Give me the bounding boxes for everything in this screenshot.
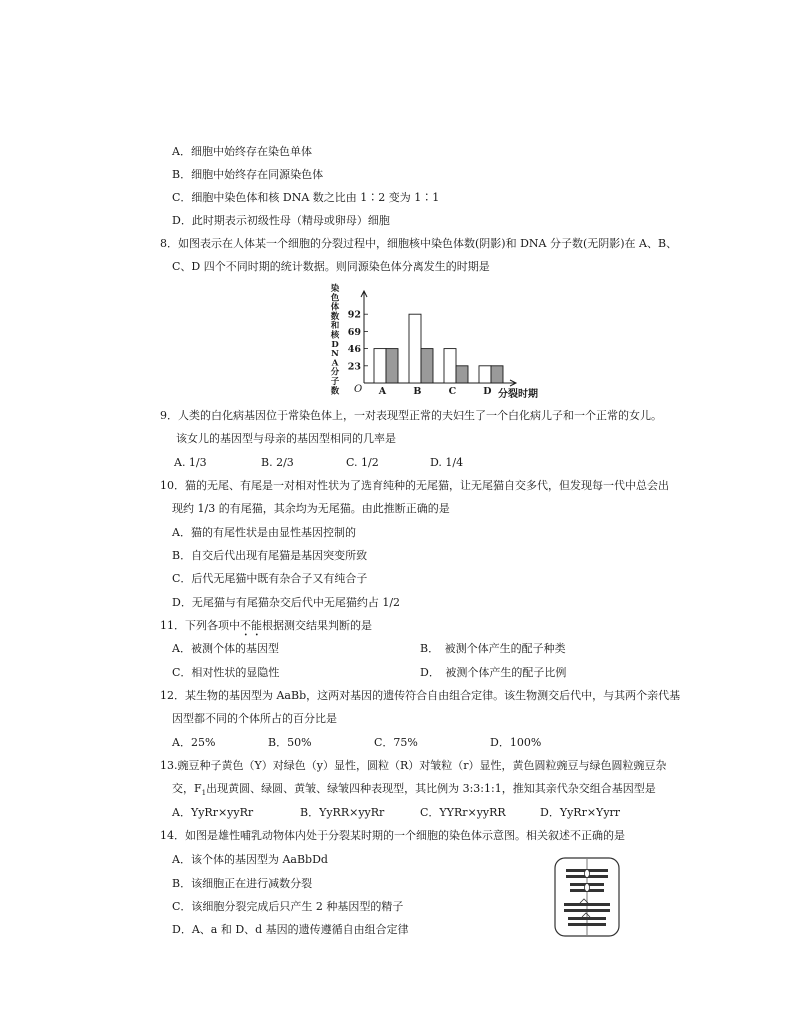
q9-stem-line2: 该女儿的基因型与母亲的基因型相同的几率是 bbox=[176, 432, 396, 445]
q10-stem-line2: 现约 1/3 的有尾猫，其余均为无尾猫。由此推断正确的是 bbox=[172, 502, 450, 515]
q14-option-a: A．该个体的基因型为 AaBbDd bbox=[172, 853, 328, 866]
q11-stem-emphasis: 不能 bbox=[240, 619, 262, 632]
chart-y-ticks bbox=[348, 310, 368, 373]
q9-option-c: C. 1/2 bbox=[346, 456, 379, 469]
chart-x-categories bbox=[378, 386, 492, 397]
chart-bars bbox=[374, 314, 503, 383]
bar-chart bbox=[326, 283, 556, 401]
q11-stem-suffix: 根据测交结果判断的是 bbox=[262, 619, 372, 632]
x-category-label: A bbox=[378, 386, 387, 397]
chart-x-axis-label: 分裂时期 bbox=[498, 389, 538, 400]
bar-A-chromosome bbox=[386, 349, 398, 383]
q13-stem-line2-pre: 交，F bbox=[172, 782, 202, 795]
chart-y-label-char: A bbox=[331, 358, 339, 369]
q14-option-c: C．该细胞分裂完成后只产生 2 种基因型的精子 bbox=[172, 900, 404, 913]
bar-B-dna bbox=[409, 314, 421, 383]
q12-option-d: D．100% bbox=[490, 736, 542, 749]
q7-option-b: B．细胞中始终存在同源染色体 bbox=[172, 168, 324, 181]
q10-option-a: A．猫的有尾性状是由显性基因控制的 bbox=[172, 526, 356, 539]
chart-y-label-char: 数 bbox=[330, 311, 340, 322]
chart-y-label-char: 和 bbox=[330, 321, 340, 332]
q9-option-b: B. 2/3 bbox=[261, 456, 294, 469]
q12-option-b: B．50% bbox=[268, 736, 312, 749]
chart-y-label-char: 数 bbox=[330, 386, 340, 397]
chart-y-label-char: D bbox=[331, 339, 339, 350]
chart-y-label-char: 子 bbox=[330, 377, 340, 387]
y-tick-label: 92 bbox=[347, 309, 361, 321]
chart-y-label-char: N bbox=[331, 349, 339, 360]
chart-y-label-char: 核 bbox=[330, 330, 340, 341]
q13-option-a: A．YyRr×yyRr bbox=[172, 806, 254, 819]
q10-option-d: D．无尾猫与有尾猫杂交后代中无尾猫约占 1/2 bbox=[172, 596, 401, 609]
y-tick-label: 23 bbox=[347, 361, 361, 373]
bar-D-chromosome bbox=[491, 366, 503, 383]
y-tick-label: 46 bbox=[347, 344, 361, 356]
q12-stem-line2: 因型都不同的个体所占的百分比是 bbox=[172, 712, 337, 725]
q13-stem-line1: 13.豌豆种子黄色（Y）对绿色（y）显性，圆粒（R）对皱粒（r）显性，黄色圆粒豌豆与绿色圆粒豌豆杂 bbox=[160, 759, 667, 772]
q13-stem-line2-post: 出现黄圆、绿圆、黄皱、绿皱四种表现型，其比例为 3:3:1:1，推知其亲代杂交组合基因型是 bbox=[206, 782, 656, 795]
q9-stem-line1: 9．人类的白化病基因位于常染色体上，一对表现型正常的夫妇生了一个白化病儿子和一个正常的女儿。 bbox=[160, 409, 662, 422]
q7-option-d: D．此时期表示初级性母（精母或卵母）细胞 bbox=[172, 214, 390, 227]
bar-C-chromosome bbox=[456, 366, 468, 383]
q10-option-b: B．自交后代出现有尾猫是基因突变所致 bbox=[172, 549, 368, 562]
q11-option-d: D． 被测个体产生的配子比例 bbox=[420, 666, 567, 679]
q11-option-b: B． 被测个体产生的配子种类 bbox=[420, 642, 566, 655]
q13-option-d: D．YyRr×Yyrr bbox=[540, 806, 621, 819]
q14-option-b: B．该细胞正在进行减数分裂 bbox=[172, 877, 313, 890]
q10-option-c: C．后代无尾猫中既有杂合子又有纯合子 bbox=[172, 572, 368, 585]
y-tick-label: 69 bbox=[347, 326, 361, 338]
q11-option-c: C．相对性状的显隐性 bbox=[172, 666, 280, 679]
q7-option-a: A．细胞中始终存在染色单体 bbox=[172, 145, 312, 158]
cell-chromosome-diagram bbox=[554, 857, 620, 937]
q7-option-c: C．细胞中染色体和核 DNA 数之比由 1∶2 变为 1∶1 bbox=[172, 191, 440, 204]
q12-stem-line1: 12．某生物的基因型为 AaBb，这两对基因的遗传符合自由组合定律。该生物测交后代中，与其两个亲代基 bbox=[160, 689, 681, 702]
q12-option-c: C．75% bbox=[374, 736, 418, 749]
bar-B-chromosome bbox=[421, 349, 433, 383]
q12-option-a: A．25% bbox=[172, 736, 216, 749]
q11-stem-prefix: 11．下列各项中 bbox=[160, 619, 240, 632]
q10-stem-line1: 10．猫的无尾、有尾是一对相对性状为了选育纯种的无尾猫，让无尾猫自交多代，但发现每一代中总会出 bbox=[160, 479, 669, 492]
q13-stem-line2 bbox=[172, 781, 656, 801]
bar-A-dna bbox=[374, 349, 386, 383]
q13-subscript: 1 bbox=[201, 789, 207, 798]
x-category-label: D bbox=[483, 386, 492, 397]
q8-stem-line2: C、D 四个不同时期的统计数据。则同源染色体分离发生的时期是 bbox=[172, 260, 490, 273]
x-category-label: B bbox=[413, 386, 422, 397]
bar-D-dna bbox=[479, 366, 491, 383]
q9-option-d: D. 1/4 bbox=[430, 456, 464, 469]
q8-stem-line1: 8．如图表示在人体某一个细胞的分裂过程中，细胞核中染色体数(阴影)和 DNA 分子数(无阴影)在 A、B、 bbox=[160, 237, 678, 250]
chart-y-label-char: 体 bbox=[330, 302, 340, 313]
chart-y-axis-label bbox=[330, 283, 340, 396]
x-category-label: C bbox=[448, 386, 457, 397]
chart-y-label-char: 色 bbox=[330, 293, 340, 304]
q11-option-a: A．被测个体的基因型 bbox=[172, 642, 279, 655]
bar-C-dna bbox=[444, 349, 456, 383]
q13-option-c: C．YYRr×yyRR bbox=[420, 806, 506, 819]
q13-option-b: B．YyRR×yyRr bbox=[300, 806, 385, 819]
chart-y-label-char: 染 bbox=[330, 284, 340, 294]
q14-stem: 14．如图是雄性哺乳动物体内处于分裂某时期的一个细胞的染色体示意图。相关叙述不正确的是 bbox=[160, 829, 625, 842]
q9-option-a: A. 1/3 bbox=[174, 456, 207, 469]
q11-stem bbox=[160, 618, 372, 639]
chart-y-label-char: 分 bbox=[330, 367, 340, 378]
q14-option-d: D．A、a 和 D、d 基因的遗传遵循自由组合定律 bbox=[172, 923, 409, 936]
chart-origin-label: O bbox=[354, 384, 363, 395]
